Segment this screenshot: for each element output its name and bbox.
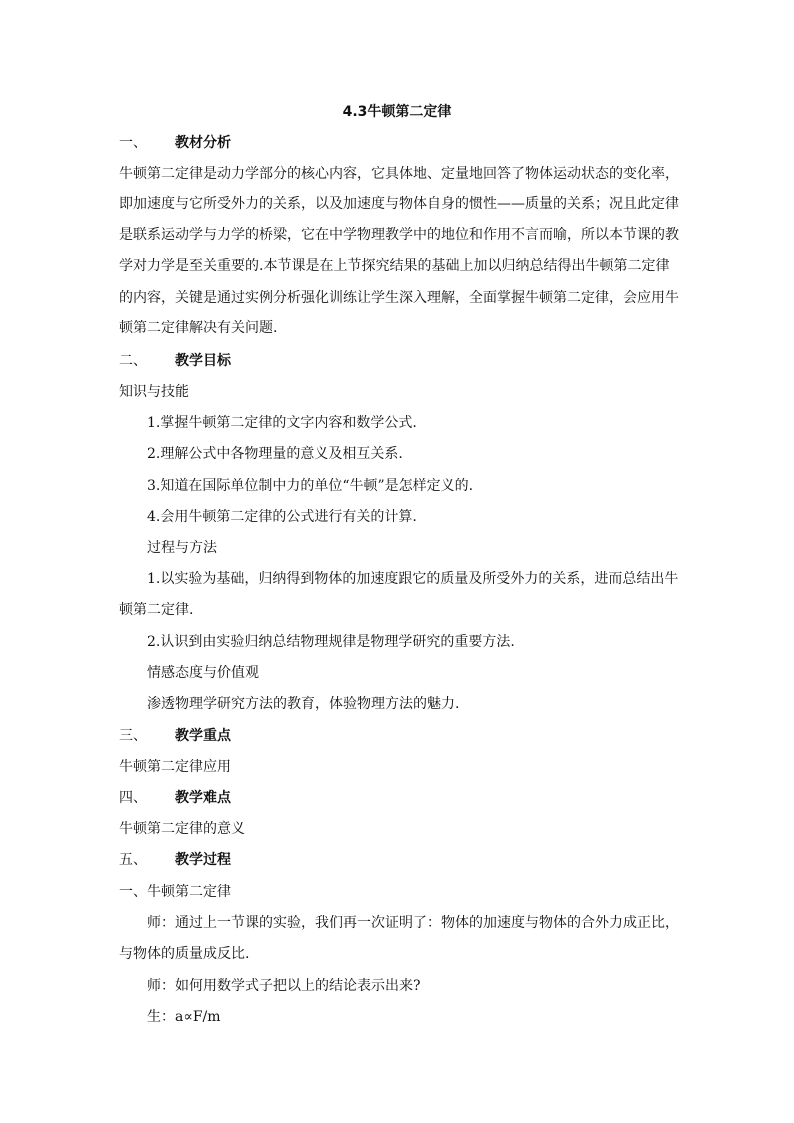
- section-heading-key-point: [119, 726, 231, 746]
- goal-item-continued: 顿第二定律.: [119, 602, 194, 618]
- analysis-line: 是联系运动学与力学的桥梁，它在中学物理教学中的地位和作用不言而喻，所以本节课的教: [119, 227, 679, 243]
- analysis-line: 顿第二定律解决有关问题.: [119, 320, 278, 336]
- dialogue-line-continued: 与物体的质量成反比.: [119, 946, 250, 962]
- goal-item: 3.知道在国际单位制中力的单位“牛顿”是怎样定义的.: [147, 478, 474, 494]
- goal-item: 2.认识到由实验归纳总结物理规律是物理学研究的重要方法.: [147, 634, 515, 650]
- process-subheading: 一、牛顿第二定律: [119, 884, 231, 900]
- dialogue-line: 生：a∝F/m: [147, 1009, 221, 1025]
- goal-item: 2.理解公式中各物理量的意义及相互关系.: [147, 446, 403, 462]
- section-title: 教材分析: [175, 135, 231, 151]
- dialogue-line: 师：通过上一节课的实验，我们再一次证明了：物体的加速度与物体的合外力成正比，: [147, 915, 679, 931]
- section-title: 教学过程: [175, 852, 231, 868]
- document-title: 4.3牛顿第二定律: [342, 104, 452, 120]
- dialogue-line: 师：如何用数学式子把以上的结论表示出来?: [147, 978, 421, 994]
- section-title: 教学重点: [175, 728, 231, 744]
- goal-item: 1.掌握牛顿第二定律的文字内容和数学公式.: [147, 415, 417, 431]
- emotion-label: 情感态度与价值观: [147, 665, 259, 681]
- analysis-line: 的内容，关键是通过实例分析强化训练让学生深入理解，全面掌握牛顿第二定律，会应用牛: [119, 290, 679, 306]
- section-number: 五、: [119, 852, 147, 868]
- section-heading-difficulty: [119, 788, 231, 808]
- goal-item: 1.以实验为基础，归纳得到物体的加速度跟它的质量及所受外力的关系，进而总结出牛: [147, 571, 679, 587]
- goal-item: 4.会用牛顿第二定律的公式进行有关的计算.: [147, 509, 417, 525]
- goal-item: 渗透物理学研究方法的教育，体验物理方法的魅力.: [147, 696, 460, 712]
- key-point-text: 牛顿第二定律应用: [119, 759, 231, 775]
- difficulty-text: 牛顿第二定律的意义: [119, 821, 245, 837]
- analysis-line: 牛顿第二定律是动力学部分的核心内容，它具体地、定量地回答了物体运动状态的变化率，: [119, 166, 679, 182]
- analysis-line: 学对力学是至关重要的.本节课是在上节探究结果的基础上加以归纳总结得出牛顿第二定律: [119, 258, 670, 274]
- analysis-line: 即加速度与它所受外力的关系，以及加速度与物体自身的惯性——质量的关系；况且此定律: [119, 196, 679, 212]
- section-title: 教学难点: [175, 790, 231, 806]
- section-number: 四、: [119, 790, 147, 806]
- section-number: 三、: [119, 728, 147, 744]
- section-heading-analysis: [119, 133, 231, 153]
- section-heading-process: [119, 850, 231, 870]
- knowledge-label: 知识与技能: [119, 384, 189, 400]
- process-method-label: 过程与方法: [147, 540, 217, 556]
- section-number: 一、: [119, 135, 147, 151]
- section-heading-goals: [119, 351, 231, 371]
- section-number: 二、: [119, 353, 147, 369]
- section-title: 教学目标: [175, 353, 231, 369]
